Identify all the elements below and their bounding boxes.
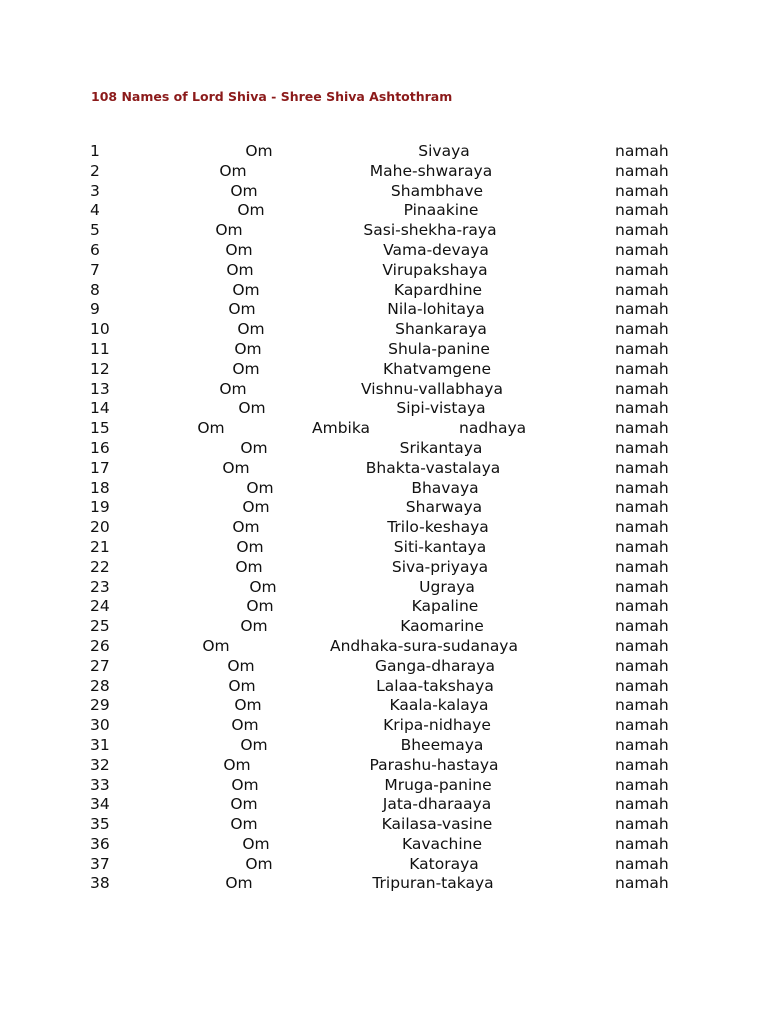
namah-word: namah bbox=[615, 260, 669, 279]
namah-word: namah bbox=[615, 478, 669, 497]
namah-word: namah bbox=[615, 438, 669, 457]
table-row bbox=[0, 241, 768, 261]
shiva-name: Shankaraya bbox=[395, 320, 487, 339]
namah-word: namah bbox=[615, 557, 669, 576]
table-row bbox=[0, 776, 768, 796]
row-number: 6 bbox=[90, 240, 100, 259]
table-row bbox=[0, 439, 768, 459]
row-number: 27 bbox=[90, 656, 110, 675]
row-number: 17 bbox=[90, 458, 110, 477]
namah-word: namah bbox=[615, 617, 669, 636]
shiva-name: Ganga-dharaya bbox=[375, 656, 495, 675]
om-word: Om bbox=[228, 676, 256, 695]
row-number: 15 bbox=[90, 419, 110, 438]
shiva-name: Andhaka-sura-sudanaya bbox=[330, 636, 518, 655]
namah-word: namah bbox=[615, 201, 669, 220]
namah-word: namah bbox=[615, 161, 669, 180]
om-word: Om bbox=[231, 716, 259, 735]
row-number: 11 bbox=[90, 339, 110, 358]
row-number: 31 bbox=[90, 735, 110, 754]
namah-word: namah bbox=[615, 795, 669, 814]
table-row bbox=[0, 716, 768, 736]
shiva-name: Kripa-nidhaye bbox=[383, 716, 491, 735]
row-number: 21 bbox=[90, 537, 110, 556]
om-word: Om bbox=[232, 280, 260, 299]
om-word: Om bbox=[240, 617, 268, 636]
row-number: 13 bbox=[90, 379, 110, 398]
shiva-name: Kapardhine bbox=[393, 280, 483, 299]
table-row bbox=[0, 340, 768, 360]
shiva-name: Sivaya bbox=[418, 142, 470, 160]
namah-word: namah bbox=[615, 676, 669, 695]
row-number: 36 bbox=[90, 834, 110, 853]
shiva-name: Ugraya bbox=[419, 577, 475, 596]
shiva-name: Srikantaya bbox=[399, 438, 483, 457]
shiva-name: Khatvamgene bbox=[382, 359, 492, 378]
row-number: 4 bbox=[90, 201, 100, 220]
namah-word: namah bbox=[615, 815, 669, 834]
namah-word: namah bbox=[615, 874, 669, 893]
om-word: Om bbox=[237, 320, 265, 339]
row-number: 1 bbox=[90, 142, 100, 160]
shiva-name-part-1: Ambika bbox=[312, 419, 371, 438]
shiva-name: Bhavaya bbox=[411, 478, 479, 497]
shiva-name: Siti-kantaya bbox=[393, 537, 487, 556]
row-number: 7 bbox=[90, 260, 100, 279]
shiva-name: Lalaa-takshaya bbox=[376, 676, 494, 695]
namah-word: namah bbox=[615, 498, 669, 517]
table-row bbox=[0, 221, 768, 241]
row-number: 18 bbox=[90, 478, 110, 497]
om-word: Om bbox=[197, 419, 225, 438]
table-row bbox=[0, 498, 768, 518]
table-row bbox=[0, 815, 768, 835]
table-row bbox=[0, 736, 768, 756]
shiva-name: Tripuran-takaya bbox=[372, 874, 494, 893]
shiva-name: Shambhave bbox=[390, 181, 484, 200]
shiva-name-part-2: nadhaya bbox=[459, 419, 527, 438]
table-row bbox=[0, 162, 768, 182]
table-row bbox=[0, 261, 768, 281]
table-row bbox=[0, 201, 768, 221]
row-number: 9 bbox=[90, 300, 100, 319]
om-word: Om bbox=[219, 161, 247, 180]
om-word: Om bbox=[230, 795, 258, 814]
shiva-name: Nila-lohitaya bbox=[387, 300, 485, 319]
table-row bbox=[0, 538, 768, 558]
om-word: Om bbox=[225, 240, 253, 259]
shiva-name: Kaala-kalaya bbox=[389, 696, 489, 715]
row-number: 3 bbox=[90, 181, 100, 200]
om-word: Om bbox=[226, 260, 254, 279]
row-number: 8 bbox=[90, 280, 100, 299]
shiva-name: Katoraya bbox=[409, 854, 479, 873]
row-number: 32 bbox=[90, 755, 110, 774]
om-word: Om bbox=[245, 142, 273, 160]
om-word: Om bbox=[249, 577, 277, 596]
shiva-name: Mahe-shwaraya bbox=[369, 161, 493, 180]
row-number: 26 bbox=[90, 636, 110, 655]
om-word: Om bbox=[234, 339, 262, 358]
shiva-name: Mruga-panine bbox=[384, 775, 492, 794]
shiva-name: Bheemaya bbox=[400, 735, 484, 754]
document-title: 108 Names of Lord Shiva - Shree Shiva Ashtothram bbox=[91, 89, 453, 104]
table-row bbox=[0, 479, 768, 499]
namah-word: namah bbox=[615, 221, 669, 240]
namah-word: namah bbox=[615, 458, 669, 477]
namah-word: namah bbox=[615, 379, 669, 398]
namah-word: namah bbox=[615, 280, 669, 299]
om-word: Om bbox=[219, 379, 247, 398]
namah-word: namah bbox=[615, 537, 669, 556]
namah-word: namah bbox=[615, 755, 669, 774]
table-row bbox=[0, 142, 768, 162]
om-word: Om bbox=[234, 696, 262, 715]
shiva-name: Sasi-shekha-raya bbox=[363, 221, 497, 240]
namah-word: namah bbox=[615, 339, 669, 358]
shiva-name: Virupakshaya bbox=[382, 260, 488, 279]
om-word: Om bbox=[202, 636, 230, 655]
row-number: 22 bbox=[90, 557, 110, 576]
table-row bbox=[0, 399, 768, 419]
namah-word: namah bbox=[615, 775, 669, 794]
shiva-name: Sipi-vistaya bbox=[396, 399, 486, 418]
shiva-name: Vama-devaya bbox=[383, 240, 489, 259]
om-word: Om bbox=[223, 755, 251, 774]
table-row bbox=[0, 597, 768, 617]
shiva-name: Kapaline bbox=[411, 597, 479, 616]
row-number: 20 bbox=[90, 518, 110, 537]
table-row bbox=[0, 380, 768, 400]
shiva-name: Kaomarine bbox=[400, 617, 484, 636]
table-row bbox=[0, 617, 768, 637]
row-number: 30 bbox=[90, 716, 110, 735]
namah-word: namah bbox=[615, 636, 669, 655]
shiva-name: Pinaakine bbox=[403, 201, 479, 220]
om-word: Om bbox=[246, 478, 274, 497]
row-number: 38 bbox=[90, 874, 110, 893]
table-row bbox=[0, 657, 768, 677]
table-row bbox=[0, 182, 768, 202]
om-word: Om bbox=[222, 458, 250, 477]
row-number: 25 bbox=[90, 617, 110, 636]
shiva-name: Trilo-keshaya bbox=[387, 518, 489, 537]
row-number: 12 bbox=[90, 359, 110, 378]
om-word: Om bbox=[228, 300, 256, 319]
namah-word: namah bbox=[615, 399, 669, 418]
table-row bbox=[0, 637, 768, 657]
namah-word: namah bbox=[615, 854, 669, 873]
namah-word: namah bbox=[615, 359, 669, 378]
shiva-name: Vishnu-vallabhaya bbox=[361, 379, 503, 398]
namah-word: namah bbox=[615, 735, 669, 754]
shiva-name: Bhakta-vastalaya bbox=[365, 458, 501, 477]
om-word: Om bbox=[230, 815, 258, 834]
om-word: Om bbox=[240, 438, 268, 457]
row-number: 24 bbox=[90, 597, 110, 616]
table-row bbox=[0, 756, 768, 776]
table-row bbox=[0, 578, 768, 598]
namah-word: namah bbox=[615, 597, 669, 616]
row-number: 10 bbox=[90, 320, 110, 339]
table-row bbox=[0, 795, 768, 815]
om-word: Om bbox=[237, 201, 265, 220]
om-word: Om bbox=[246, 597, 274, 616]
om-word: Om bbox=[242, 834, 270, 853]
om-word: Om bbox=[245, 854, 273, 873]
row-number: 37 bbox=[90, 854, 110, 873]
row-number: 5 bbox=[90, 221, 100, 240]
namah-word: namah bbox=[615, 696, 669, 715]
shiva-name: Parashu-hastaya bbox=[369, 755, 499, 774]
table-row bbox=[0, 855, 768, 875]
shiva-name: Kailasa-vasine bbox=[381, 815, 493, 834]
shiva-name: Shula-panine bbox=[388, 339, 490, 358]
namah-word: namah bbox=[615, 300, 669, 319]
om-word: Om bbox=[232, 359, 260, 378]
namah-word: namah bbox=[615, 716, 669, 735]
namah-word: namah bbox=[615, 419, 669, 438]
namah-word: namah bbox=[615, 181, 669, 200]
table-row bbox=[0, 677, 768, 697]
om-word: Om bbox=[232, 518, 260, 537]
shiva-name: Kavachine bbox=[401, 834, 483, 853]
table-row bbox=[0, 360, 768, 380]
table-row bbox=[0, 874, 768, 894]
om-word: Om bbox=[227, 656, 255, 675]
om-word: Om bbox=[235, 557, 263, 576]
namah-word: namah bbox=[615, 834, 669, 853]
table-row bbox=[0, 320, 768, 340]
om-word: Om bbox=[231, 775, 259, 794]
shiva-name: Siva-priyaya bbox=[391, 557, 489, 576]
shiva-name: Jata-dharaaya bbox=[382, 795, 492, 814]
row-number: 29 bbox=[90, 696, 110, 715]
om-word: Om bbox=[238, 399, 266, 418]
om-word: Om bbox=[215, 221, 243, 240]
namah-word: namah bbox=[615, 577, 669, 596]
table-row bbox=[0, 419, 768, 439]
om-word: Om bbox=[240, 735, 268, 754]
table-row bbox=[0, 300, 768, 320]
namah-word: namah bbox=[615, 320, 669, 339]
names-list bbox=[0, 142, 768, 894]
table-row bbox=[0, 835, 768, 855]
row-number: 35 bbox=[90, 815, 110, 834]
shiva-name: Sharwaya bbox=[405, 498, 483, 517]
row-number: 16 bbox=[90, 438, 110, 457]
table-row bbox=[0, 558, 768, 578]
row-number: 19 bbox=[90, 498, 110, 517]
namah-word: namah bbox=[615, 656, 669, 675]
table-row bbox=[0, 459, 768, 479]
row-number: 14 bbox=[90, 399, 110, 418]
row-number: 2 bbox=[90, 161, 100, 180]
table-row bbox=[0, 696, 768, 716]
table-row bbox=[0, 281, 768, 301]
namah-word: namah bbox=[615, 240, 669, 259]
om-word: Om bbox=[242, 498, 270, 517]
row-number: 28 bbox=[90, 676, 110, 695]
table-row bbox=[0, 518, 768, 538]
row-number: 23 bbox=[90, 577, 110, 596]
om-word: Om bbox=[230, 181, 258, 200]
om-word: Om bbox=[225, 874, 253, 893]
row-number: 34 bbox=[90, 795, 110, 814]
namah-word: namah bbox=[615, 142, 669, 160]
om-word: Om bbox=[236, 537, 264, 556]
row-number: 33 bbox=[90, 775, 110, 794]
namah-word: namah bbox=[615, 518, 669, 537]
